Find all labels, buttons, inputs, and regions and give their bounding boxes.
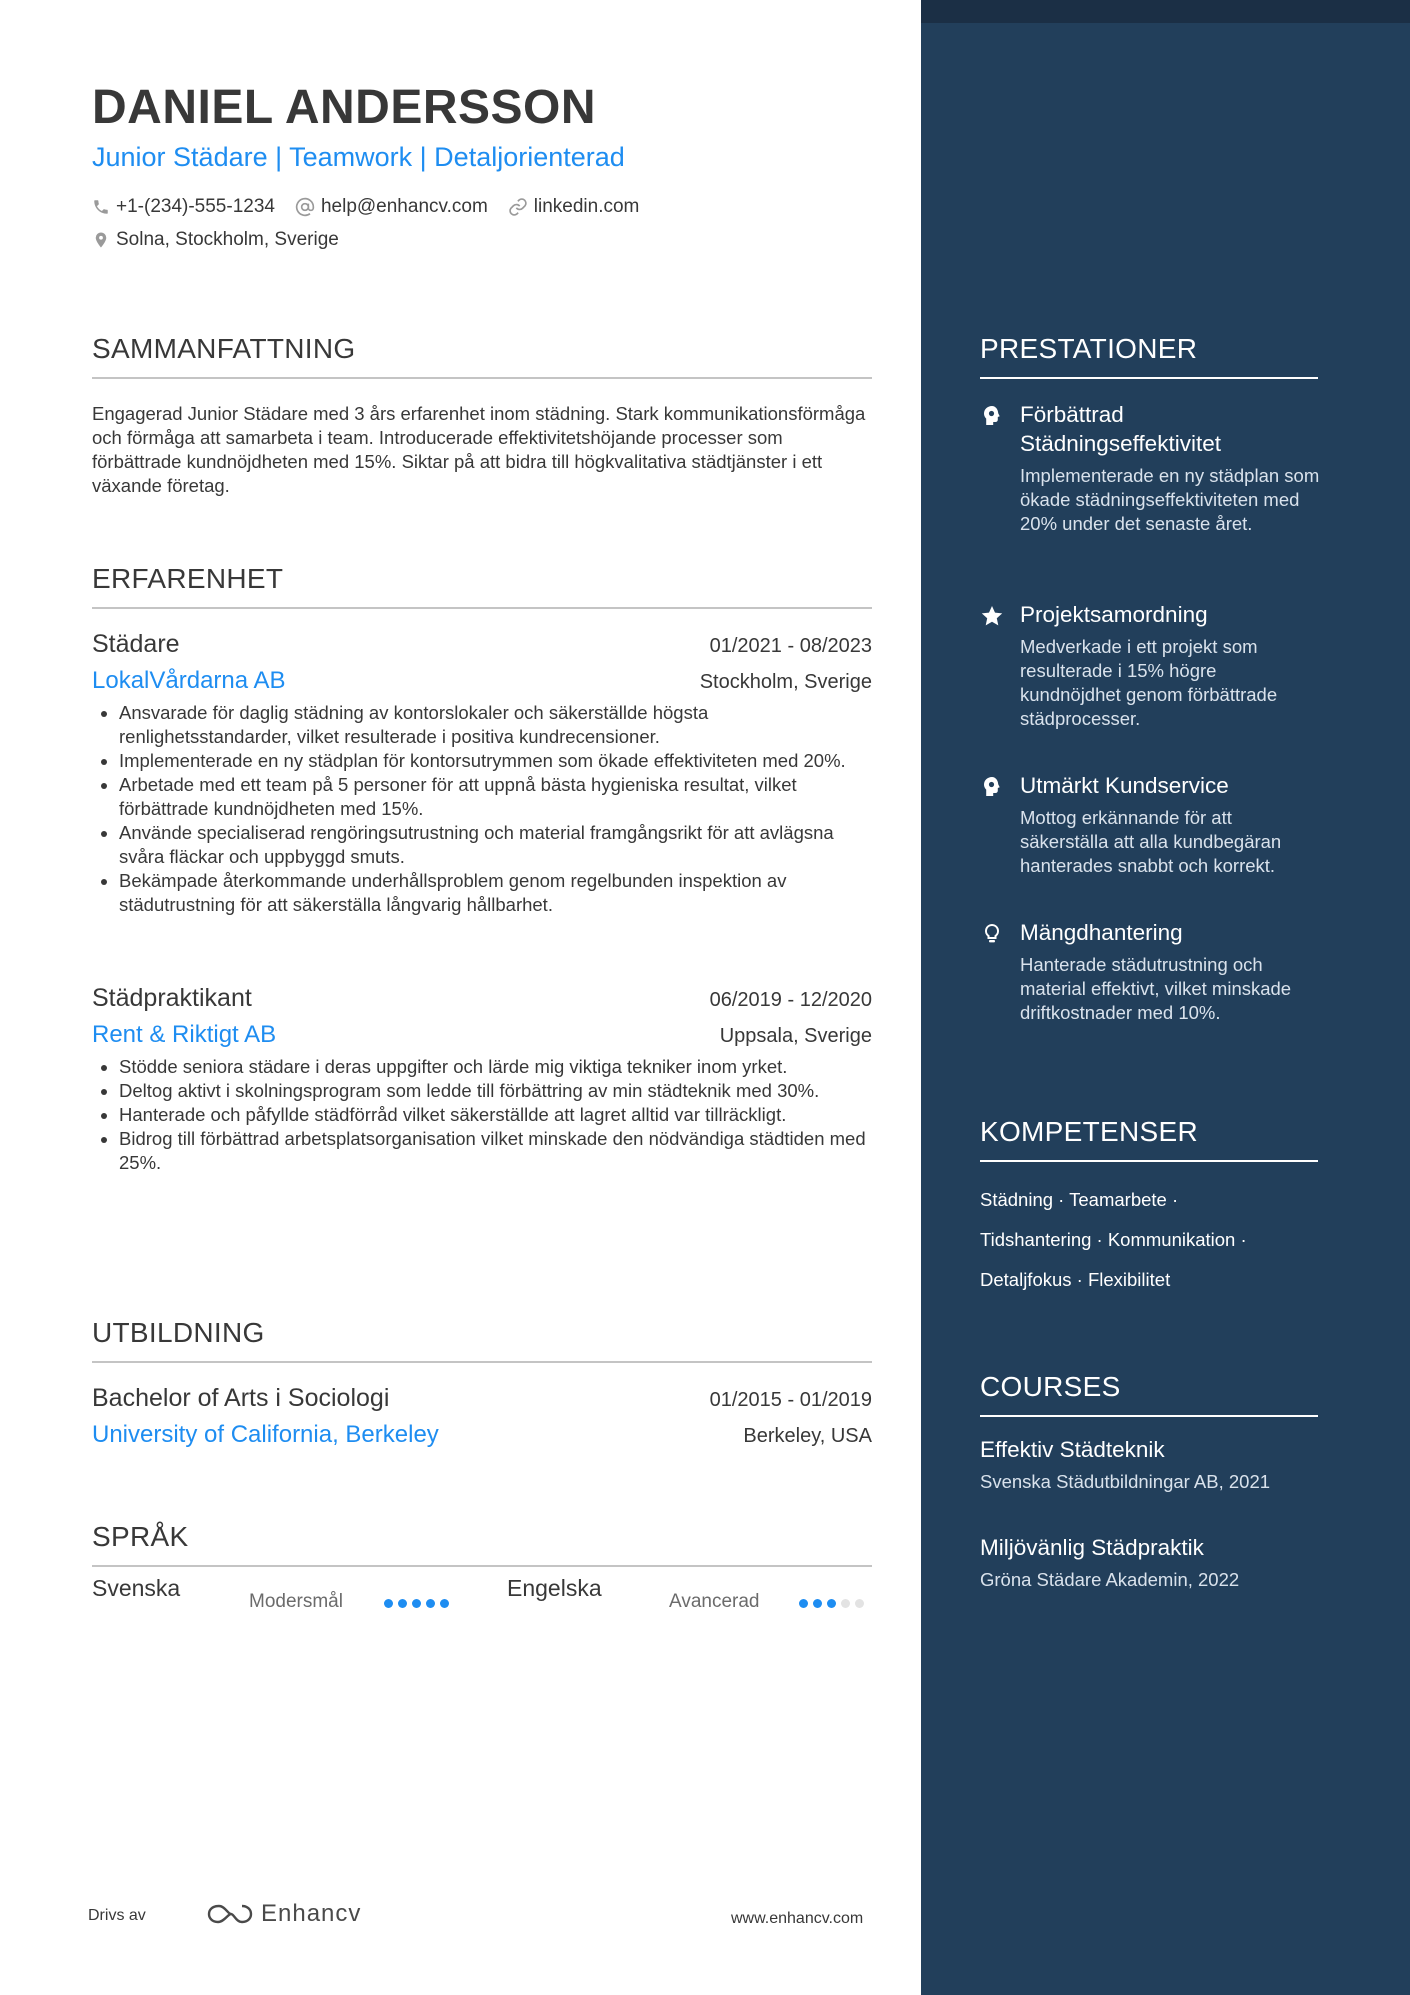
skills-line: Detaljfokus · Flexibilitet [980, 1269, 1171, 1290]
skills-line: Städning · Teamarbete · [980, 1189, 1179, 1210]
achievement-desc: Medverkade i ett projekt som resulterade i 15% högre kundnöjdhet genom förbättrade städprocesser. [1020, 636, 1278, 729]
achievement-desc: Implementerade en ny städplan som ökade städningseffektiviteten med 20% under det senaste året. [1020, 465, 1320, 534]
job-subheader [92, 667, 872, 695]
education-header [92, 1384, 872, 1413]
rating-dot-filled [440, 1599, 449, 1608]
job-bullet: • Bekämpade återkommande underhållsproblem genom regelbunden inspektion av städutrustning för att säkerställa långvarig hållbarhet. [119, 869, 872, 917]
education-school: University of California, Berkeley [92, 1421, 439, 1448]
job-bullets [92, 701, 872, 917]
phone-text: +1-(234)-555-1234 [116, 196, 275, 217]
website-item[interactable] [508, 196, 640, 218]
lightbulb-icon [980, 922, 1004, 946]
sidebar-top-bar [921, 0, 1410, 23]
rating-dot-filled [412, 1599, 421, 1608]
achievement-item [980, 771, 1320, 878]
course-subtitle: Gröna Städare Akademin, 2022 [980, 1569, 1240, 1590]
languages-title: SPRÅK [92, 1521, 872, 1567]
job-entry [92, 984, 872, 1175]
phone-item [92, 196, 275, 218]
job-bullet: • Använde specialiserad rengöringsutrustning och material framgångsrikt för att avlägsna svåra fläckar och uppbyggd smuts. [119, 821, 872, 869]
enhancv-logo-icon [207, 1902, 253, 1926]
language-name: Engelska [507, 1574, 602, 1601]
achievement-title: Projektsamordning [1020, 602, 1208, 627]
courses-title: COURSES [980, 1371, 1318, 1417]
summary-text: Engagerad Junior Städare med 3 års erfarenhet inom städning. Stark kommunikationsförmåga och förmåga att samarbeta i team. Introducerade effektivitetshöjande processer som förbättrade kundnöjdheten med 15%. Siktar på att bidra till högkvalitativa städtjänster i ett växande företag. [92, 403, 866, 496]
job-location: Stockholm, Sverige [699, 671, 872, 693]
job-bullet: • Bidrog till förbättrad arbetsplatsorganisation vilket minskade den nödvändiga städtiden med 25%. [119, 1127, 872, 1175]
job-subheader [92, 1021, 872, 1049]
language-level: Avancerad [669, 1591, 760, 1612]
achievement-desc: Hanterade städutrustning och material effektivt, vilket minskade driftkostnader med 10%. [1020, 954, 1292, 1023]
job-bullet: • Implementerade en ny städplan för kontorsutrymmen som ökade effektiviteten med 20%. [119, 749, 872, 773]
job-bullet: • Stödde seniora städare i deras uppgifter och lärde mig viktiga tekniker inom yrket. [119, 1055, 872, 1079]
achievement-title: Mängdhantering [1020, 920, 1183, 945]
job-bullets [92, 1055, 872, 1175]
location-item [92, 229, 339, 251]
job-bullet: • Ansvarade för daglig städning av kontorslokaler och säkerställde högsta renlighetsstandarder, vilket resulterade i positiva kundrecensioner. [119, 701, 872, 749]
language-rating [384, 1599, 454, 1608]
course-item [980, 1437, 1320, 1493]
education-degree: Bachelor of Arts i Sociologi [92, 1384, 390, 1412]
job-entry [92, 630, 872, 917]
skills-list [980, 1180, 1318, 1300]
rating-dot-filled [384, 1599, 393, 1608]
email-item[interactable] [295, 196, 488, 218]
job-header [92, 630, 872, 659]
contact-row [92, 196, 659, 218]
achievements-title: PRESTATIONER [980, 333, 1318, 379]
job-location: Uppsala, Sverige [719, 1025, 872, 1047]
job-company: LokalVårdarna AB [92, 667, 286, 694]
job-role: Städpraktikant [92, 984, 252, 1012]
rating-dot-filled [398, 1599, 407, 1608]
at-icon [295, 197, 315, 217]
language-level: Modersmål [249, 1591, 343, 1612]
website-link[interactable]: linkedin.com [533, 196, 640, 217]
candidate-name: DANIEL ANDERSSON [92, 81, 597, 134]
link-icon [508, 197, 528, 217]
candidate-tagline: Junior Städare | Teamwork | Detaljorienterad [92, 142, 625, 172]
job-header [92, 984, 872, 1013]
achievement-item [980, 400, 1320, 536]
achievement-title: Förbättrad Städningseffektivitet [1020, 402, 1221, 456]
job-date: 06/2019 - 12/2020 [709, 989, 872, 1011]
education-location: Berkeley, USA [743, 1425, 872, 1447]
job-bullet: • Deltog aktivt i skolningsprogram som ledde till förbättring av min städteknik med 30%. [119, 1079, 872, 1103]
experience-title: ERFARENHET [92, 563, 872, 609]
education-title: UTBILDNING [92, 1317, 872, 1363]
rating-dot-filled [827, 1599, 836, 1608]
rating-dot-empty [855, 1599, 864, 1608]
skills-line: Tidshantering · Kommunikation · [980, 1229, 1247, 1250]
location-row [92, 229, 359, 251]
achievement-desc: Mottog erkännande för att säkerställa att alla kundbegäran hanterades snabbt och korrekt. [1020, 807, 1282, 876]
location-text: Solna, Stockholm, Sverige [116, 229, 339, 250]
education-subheader [92, 1421, 872, 1449]
course-subtitle: Svenska Städutbildningar AB, 2021 [980, 1471, 1271, 1492]
course-title: Miljövänlig Städpraktik [980, 1535, 1204, 1560]
skills-title: KOMPETENSER [980, 1116, 1318, 1162]
job-bullet: • Hanterade och påfyllde städförråd vilket säkerställde att lagret alltid var tillräckligt. [119, 1103, 872, 1127]
language-rating [799, 1599, 869, 1608]
powered-by-label: Drivs av [88, 1907, 146, 1924]
rating-dot-filled [799, 1599, 808, 1608]
brain-icon [980, 775, 1004, 799]
achievement-item [980, 600, 1320, 731]
course-item [980, 1535, 1320, 1591]
map-pin-icon [92, 230, 110, 250]
languages-row [92, 1574, 872, 1618]
rating-dot-empty [841, 1599, 850, 1608]
course-title: Effektiv Städteknik [980, 1437, 1165, 1462]
enhancv-logo[interactable] [207, 1900, 361, 1928]
footer-url[interactable]: www.enhancv.com [731, 1910, 864, 1927]
education-date: 01/2015 - 01/2019 [709, 1389, 872, 1411]
job-bullet: • Arbetade med ett team på 5 personer för att uppnå bästa hygieniska resultat, vilket förbättrade kundnöjdheten med 15%. [119, 773, 872, 821]
education-entry [92, 1384, 872, 1449]
phone-icon [92, 198, 110, 216]
rating-dot-filled [813, 1599, 822, 1608]
rating-dot-filled [426, 1599, 435, 1608]
language-name: Svenska [92, 1574, 181, 1601]
enhancv-logo-text: Enhancv [261, 1900, 362, 1927]
achievement-item [980, 918, 1320, 1025]
job-role: Städare [92, 630, 180, 658]
brain-icon [980, 404, 1004, 428]
achievement-title: Utmärkt Kundservice [1020, 773, 1229, 798]
job-date: 01/2021 - 08/2023 [709, 635, 872, 657]
job-company: Rent & Riktigt AB [92, 1021, 277, 1048]
summary-title: SAMMANFATTNING [92, 333, 872, 379]
email-link[interactable]: help@enhancv.com [320, 196, 488, 217]
star-icon [980, 604, 1004, 628]
